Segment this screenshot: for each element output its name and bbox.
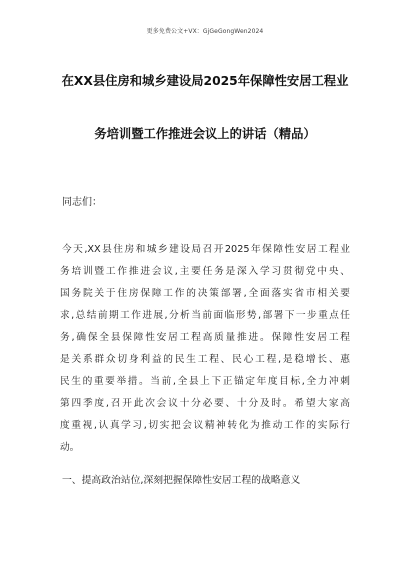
paragraph-line: 求,总结前期工作进展,分析当前面临形势,部署下一步重点任 [60,310,350,321]
document-title-line-1: 在XX县住房和城乡建设局2025年保障性安居工程业 [61,74,349,88]
paragraph-line: 动。 [60,442,80,453]
promo-header: 更多免费公文+VX：GjGeGongWen2024 [146,28,264,35]
paragraph-line: 务培训暨工作推进会议,主要任务是深入学习贯彻党中央、 [60,266,350,277]
paragraph-line: 国务院关于住房保障工作的决策部署,全面落实省市相关要 [60,288,350,299]
document-title-line-2: 务培训暨工作推进会议上的讲话（精品） [94,127,316,141]
paragraph-line: 今天,XX县住房和城乡建设局召开2025年保障性安居工程业 [62,244,350,255]
paragraph-line: 是关系群众切身利益的民生工程、民心工程,是稳增长、惠 [60,354,350,365]
paragraph-line: 第四季度,召开此次会议十分必要、十分及时。希望大家高 [60,398,350,409]
paragraph-line: 度重视,认真学习,切实把会议精神转化为推动工作的实际行 [60,420,350,431]
greeting: 同志们： [62,197,102,208]
paragraph-line: 民生的重要举措。当前,全县上下正锚定年度目标,全力冲刺 [60,376,350,387]
paragraph-line: 务,确保全县保障性安居工程高质量推进。保障性安居工程 [60,332,350,343]
section-heading: 一、提高政治站位,深刻把握保障性安居工程的战略意义 [62,475,301,486]
